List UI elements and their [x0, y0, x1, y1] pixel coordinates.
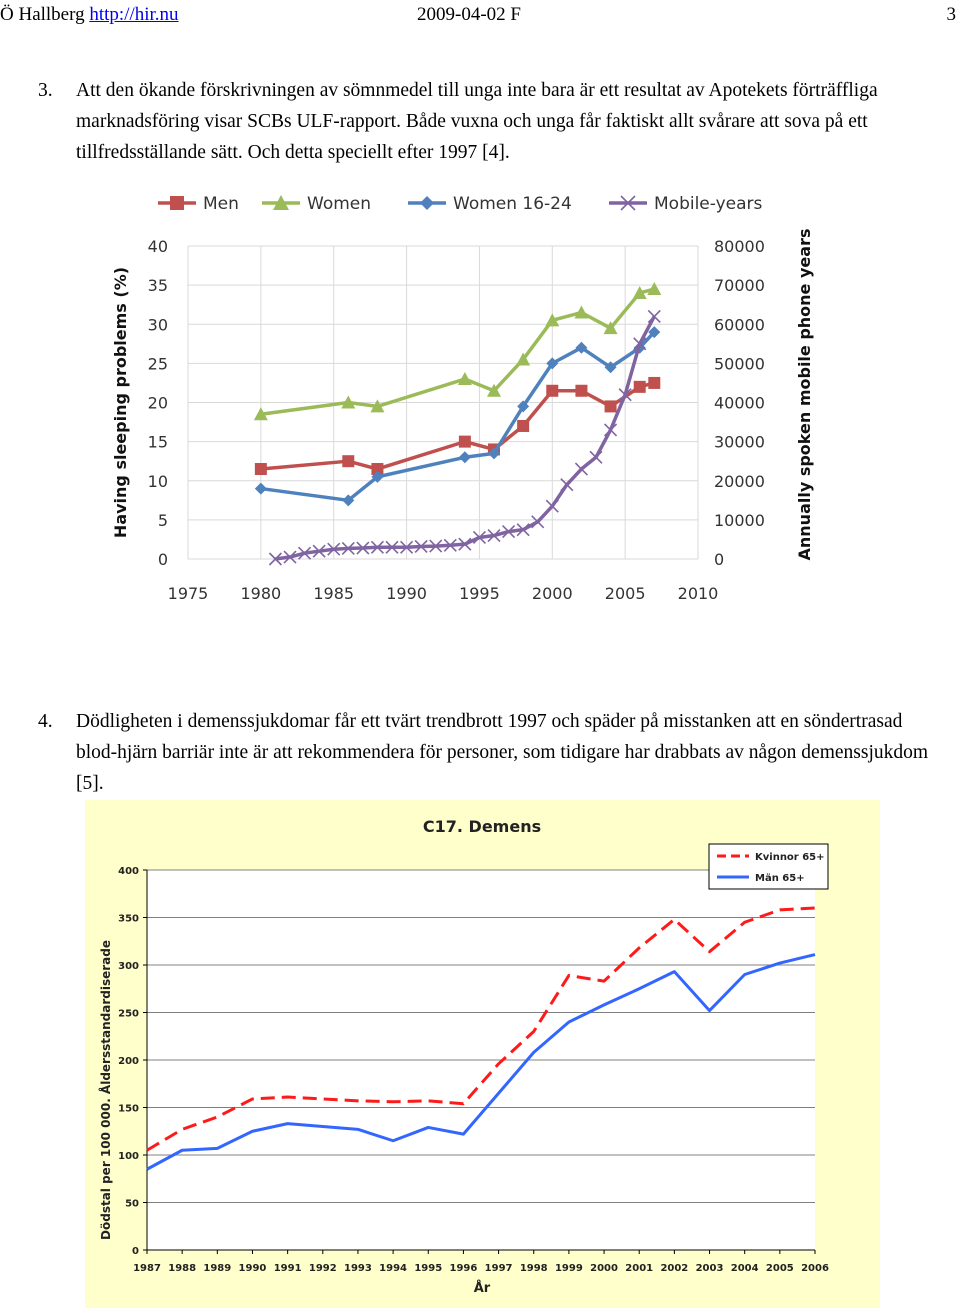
data-point: [648, 310, 660, 322]
series-line: [261, 289, 654, 414]
y-tick-label: 150: [118, 1103, 139, 1115]
x-tick-label: 2004: [730, 1263, 759, 1274]
page-number: 3: [946, 4, 956, 25]
y-tick-label: 0: [157, 550, 168, 569]
series-line: [261, 332, 654, 500]
x-tick-label: 2005: [765, 1263, 794, 1274]
y2-tick-label: 40000: [714, 393, 765, 413]
y2-tick-label: 20000: [714, 471, 765, 491]
legend: [158, 194, 763, 214]
y2-tick-label: 50000: [714, 354, 765, 374]
legend-item: [609, 194, 763, 214]
legend-marker: [420, 196, 434, 210]
x-tick-label: 2005: [604, 584, 646, 603]
paragraph-number: 4.: [38, 711, 53, 732]
x-tick-label: 2003: [695, 1263, 724, 1274]
paragraph-text: Att den ökande förskrivningen av sömnmedel till unga inte bara är ett resultat av Apotekets förträffliga marknadsföring visar SCBs ULF-rapport. Både vuxna och unga får faktiskt allt svårare att sova på ett tillfredsställande sätt. Och detta speciellt efter 1997 [4].: [76, 80, 878, 163]
x-tick-label: 1988: [168, 1263, 197, 1274]
y-tick-label: 200: [118, 1056, 139, 1067]
paragraph-number: 3.: [38, 80, 53, 101]
data-point: [458, 372, 472, 385]
page-header: [0, 4, 960, 30]
x-tick-label: 1975: [167, 584, 209, 603]
header-author: Ö Hallberg http://hir.nu: [0, 4, 179, 25]
y-tick-label: 50: [125, 1198, 139, 1210]
y2-tick-label: 0: [714, 550, 725, 569]
data-point: [605, 400, 617, 412]
x-tick-label: 1990: [238, 1263, 267, 1274]
y2-tick-label: 10000: [714, 510, 765, 530]
paragraph-text: Dödligheten i demenssjukdomar får ett tvärt trendbrott 1997 och späder på misstanken att en söndertrasad blod-hjärn barriär inte är att rekommendera för personer, som tidigare har drabbats av någon demenssjukdom [5].: [76, 711, 929, 794]
legend-label: Women 16-24: [453, 194, 572, 214]
x-tick-label: 2001: [625, 1263, 654, 1274]
legend-label: Men: [203, 194, 239, 214]
y2-tick-label: 30000: [714, 432, 765, 452]
x-tick-label: 1985: [313, 584, 355, 603]
x-tick-label: 2010: [677, 584, 719, 603]
x-tick-label: 2000: [590, 1263, 618, 1274]
sleep-problems-chart: [100, 186, 840, 610]
y2-tick-label: 70000: [714, 276, 765, 296]
data-point: [575, 385, 587, 397]
data-point: [255, 483, 267, 495]
data-point: [574, 306, 588, 319]
header-date: 2009-04-02 F: [417, 4, 521, 25]
y-tick-label: 15: [147, 432, 168, 452]
x-tick-label: 2000: [531, 584, 573, 603]
data-point: [532, 516, 544, 528]
x-tick-label: 1997: [484, 1263, 513, 1274]
x-tick-label: 1991: [273, 1263, 302, 1274]
y-tick-label: 35: [147, 276, 168, 296]
legend-label: Women: [307, 194, 372, 214]
data-point: [459, 436, 471, 448]
x-tick-label: 1992: [308, 1263, 337, 1274]
x-tick-label: 1999: [554, 1263, 583, 1274]
series-women-16-24: [255, 326, 660, 506]
y-tick-label: 100: [118, 1151, 139, 1162]
x-tick-label: 1989: [203, 1263, 232, 1274]
header-link[interactable]: http://hir.nu: [89, 4, 179, 25]
y-tick-label: 30: [147, 315, 168, 335]
y2-axis-label: Annually spoken mobile phone years: [795, 228, 814, 561]
paragraph-3: [38, 75, 946, 168]
y-tick-label: 20: [147, 393, 168, 413]
legend: [709, 844, 828, 889]
data-point: [517, 420, 529, 432]
y-axis-label: Dödstal per 100 000. Åldersstandardiserade: [99, 940, 113, 1240]
legend-item: [262, 194, 371, 214]
legend-item: [408, 194, 572, 214]
y-tick-label: 350: [118, 913, 139, 925]
data-point: [575, 463, 587, 475]
data-point: [590, 451, 602, 463]
y-tick-label: 25: [147, 354, 168, 374]
legend-item: [158, 194, 239, 214]
y-tick-label: 10: [147, 471, 168, 491]
x-axis-label: År: [473, 1281, 491, 1296]
x-tick-label: 1980: [240, 584, 282, 603]
y-tick-label: 400: [118, 866, 139, 877]
legend-label: Män 65+: [755, 873, 805, 884]
data-point: [342, 455, 354, 467]
x-tick-label: 1996: [449, 1263, 478, 1274]
x-tick-label: 1995: [414, 1263, 443, 1274]
chart-title: C17. Demens: [422, 817, 542, 836]
x-tick-label: 1994: [379, 1263, 408, 1274]
y2-tick-label: 60000: [714, 315, 765, 335]
x-tick-label: 1990: [386, 584, 427, 603]
x-tick-label: 2006: [801, 1263, 829, 1274]
y2-tick-label: 80000: [714, 237, 765, 256]
x-tick-label: 1995: [459, 584, 500, 603]
legend-label: Kvinnor 65+: [755, 852, 825, 863]
dementia-mortality-chart: [85, 800, 880, 1308]
paragraph-4: [38, 706, 946, 799]
x-tick-label: 2002: [660, 1263, 689, 1274]
y-tick-label: 0: [132, 1246, 139, 1257]
legend-marker: [170, 196, 184, 210]
legend-label: Mobile-years: [654, 194, 763, 214]
y-tick-label: 5: [157, 510, 168, 530]
data-point: [647, 282, 661, 295]
x-tick-label: 1993: [344, 1263, 372, 1274]
y-tick-label: 300: [118, 961, 139, 972]
data-point: [255, 463, 267, 475]
y-tick-label: 40: [147, 237, 168, 256]
data-point: [648, 377, 660, 389]
x-tick-label: 1998: [519, 1263, 548, 1274]
data-point: [459, 451, 471, 463]
data-point: [634, 381, 646, 393]
y-axis-label: Having sleeping problems (%): [111, 266, 130, 539]
data-point: [546, 385, 558, 397]
y-tick-label: 250: [118, 1008, 139, 1020]
x-tick-label: 1987: [133, 1263, 161, 1274]
